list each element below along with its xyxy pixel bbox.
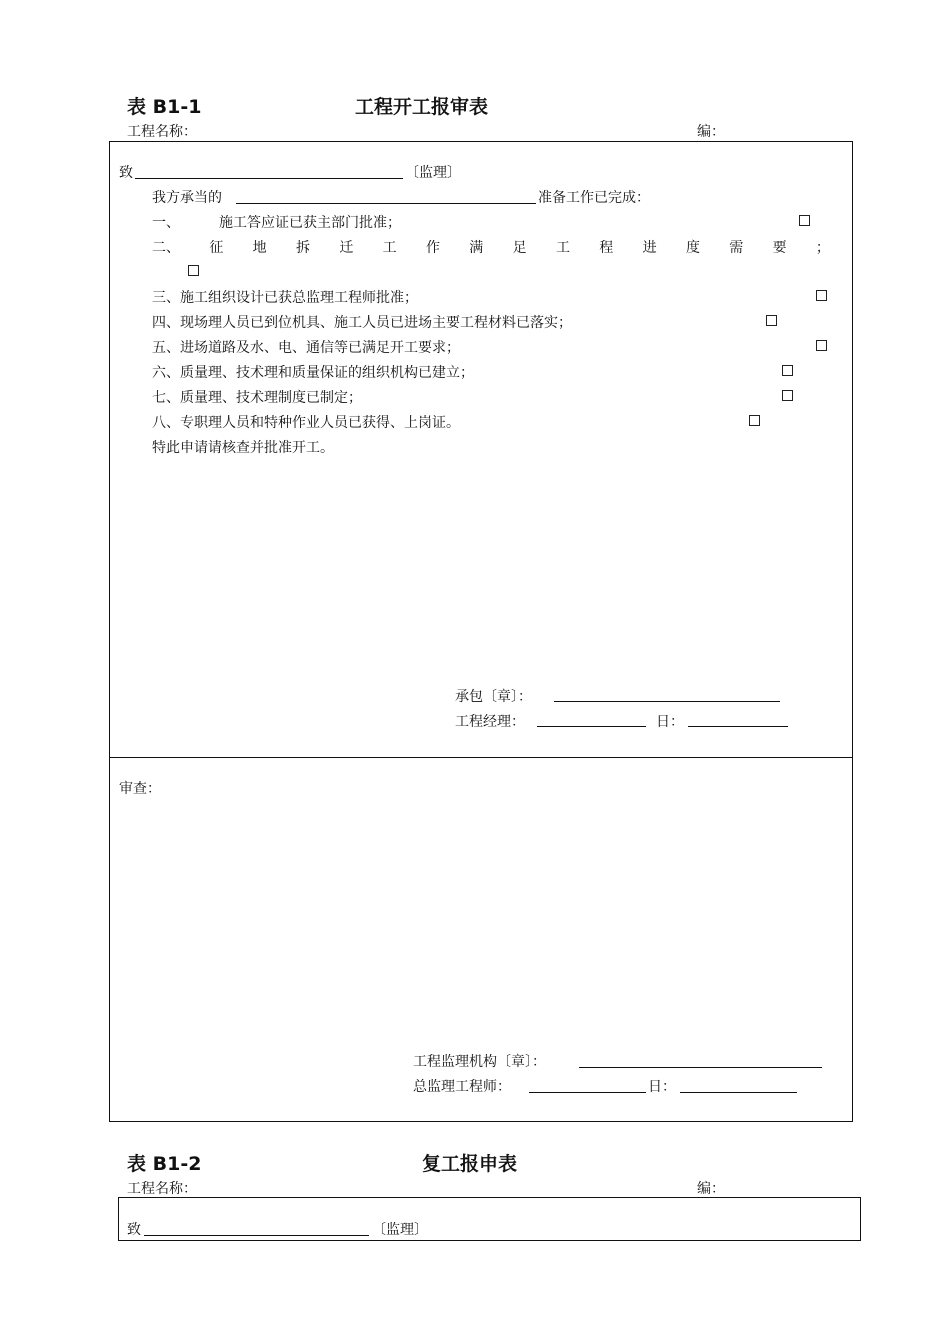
supervisor-org-label: 工程监理机构〔章〕： <box>413 1054 546 1070</box>
date-label-2: 日： <box>648 1079 676 1095</box>
project-field[interactable] <box>236 203 536 204</box>
item-7-text: 七、质量理、技术理制度已制定； <box>152 390 362 406</box>
item-1-number: 一、 <box>152 215 180 231</box>
chief-supervisor-label: 总监理工程师： <box>413 1079 511 1095</box>
recipient-field-2[interactable] <box>144 1235 369 1236</box>
recipient-field[interactable] <box>135 178 403 179</box>
supervision-label: 〔监理〕 <box>405 165 461 181</box>
contractor-seal-field[interactable] <box>554 701 780 702</box>
item-2-checkbox[interactable] <box>188 265 199 276</box>
item-3-checkbox[interactable] <box>816 290 827 301</box>
project-name-label-2: 工程名称： <box>127 1181 197 1197</box>
review-label: 审查： <box>119 781 161 797</box>
date-field[interactable] <box>688 726 788 727</box>
date-field-2[interactable] <box>680 1092 797 1093</box>
table-number-2: 表 B1-2 <box>127 1153 202 1175</box>
item-6-text: 六、质量理、技术理和质量保证的组织机构已建立； <box>152 365 474 381</box>
item-4-checkbox[interactable] <box>766 315 777 326</box>
table-number: 表 B1-1 <box>127 96 202 118</box>
form-title: 工程开工报审表 <box>355 96 489 118</box>
project-name-label: 工程名称： <box>127 124 197 140</box>
chief-supervisor-field[interactable] <box>529 1092 646 1093</box>
closing-statement: 特此申请请核查并批准开工。 <box>152 440 334 456</box>
supervisor-org-field[interactable] <box>579 1067 822 1068</box>
item-5-text: 五、进场道路及水、电、通信等已满足开工要求； <box>152 340 460 356</box>
project-manager-field[interactable] <box>537 726 646 727</box>
to-label-2: 致 <box>127 1222 141 1238</box>
item-8-text: 八、专职理人员和特种作业人员已获得、上岗证。 <box>152 415 460 431</box>
item-7-checkbox[interactable] <box>782 390 793 401</box>
item-1-checkbox[interactable] <box>799 215 810 226</box>
item-6-checkbox[interactable] <box>782 365 793 376</box>
undertake-prefix: 我方承当的 <box>152 190 222 206</box>
form-title-2: 复工报申表 <box>422 1153 518 1175</box>
undertake-suffix: 准备工作已完成： <box>538 190 650 206</box>
project-manager-label: 工程经理： <box>455 714 525 730</box>
contractor-seal-label: 承包〔章〕： <box>455 689 532 705</box>
item-4-text: 四、现场理人员已到位机具、施工人员已进场主要工程材料已落实； <box>152 315 572 331</box>
date-label: 日： <box>656 714 684 730</box>
to-label: 致 <box>119 165 133 181</box>
item-2-text: 二、 征 地 拆 迁 工 作 满 足 工 程 进 度 需 要 ； <box>152 240 830 256</box>
item-1-text: 施工答应证已获主部门批准； <box>219 215 401 231</box>
number-label: 编： <box>697 124 725 140</box>
item-3-text: 三、施工组织设计已获总监理工程师批准； <box>152 290 418 306</box>
item-5-checkbox[interactable] <box>816 340 827 351</box>
supervision-label-2: 〔监理〕 <box>372 1222 428 1238</box>
number-label-2: 编： <box>697 1181 725 1197</box>
item-8-checkbox[interactable] <box>749 415 760 426</box>
